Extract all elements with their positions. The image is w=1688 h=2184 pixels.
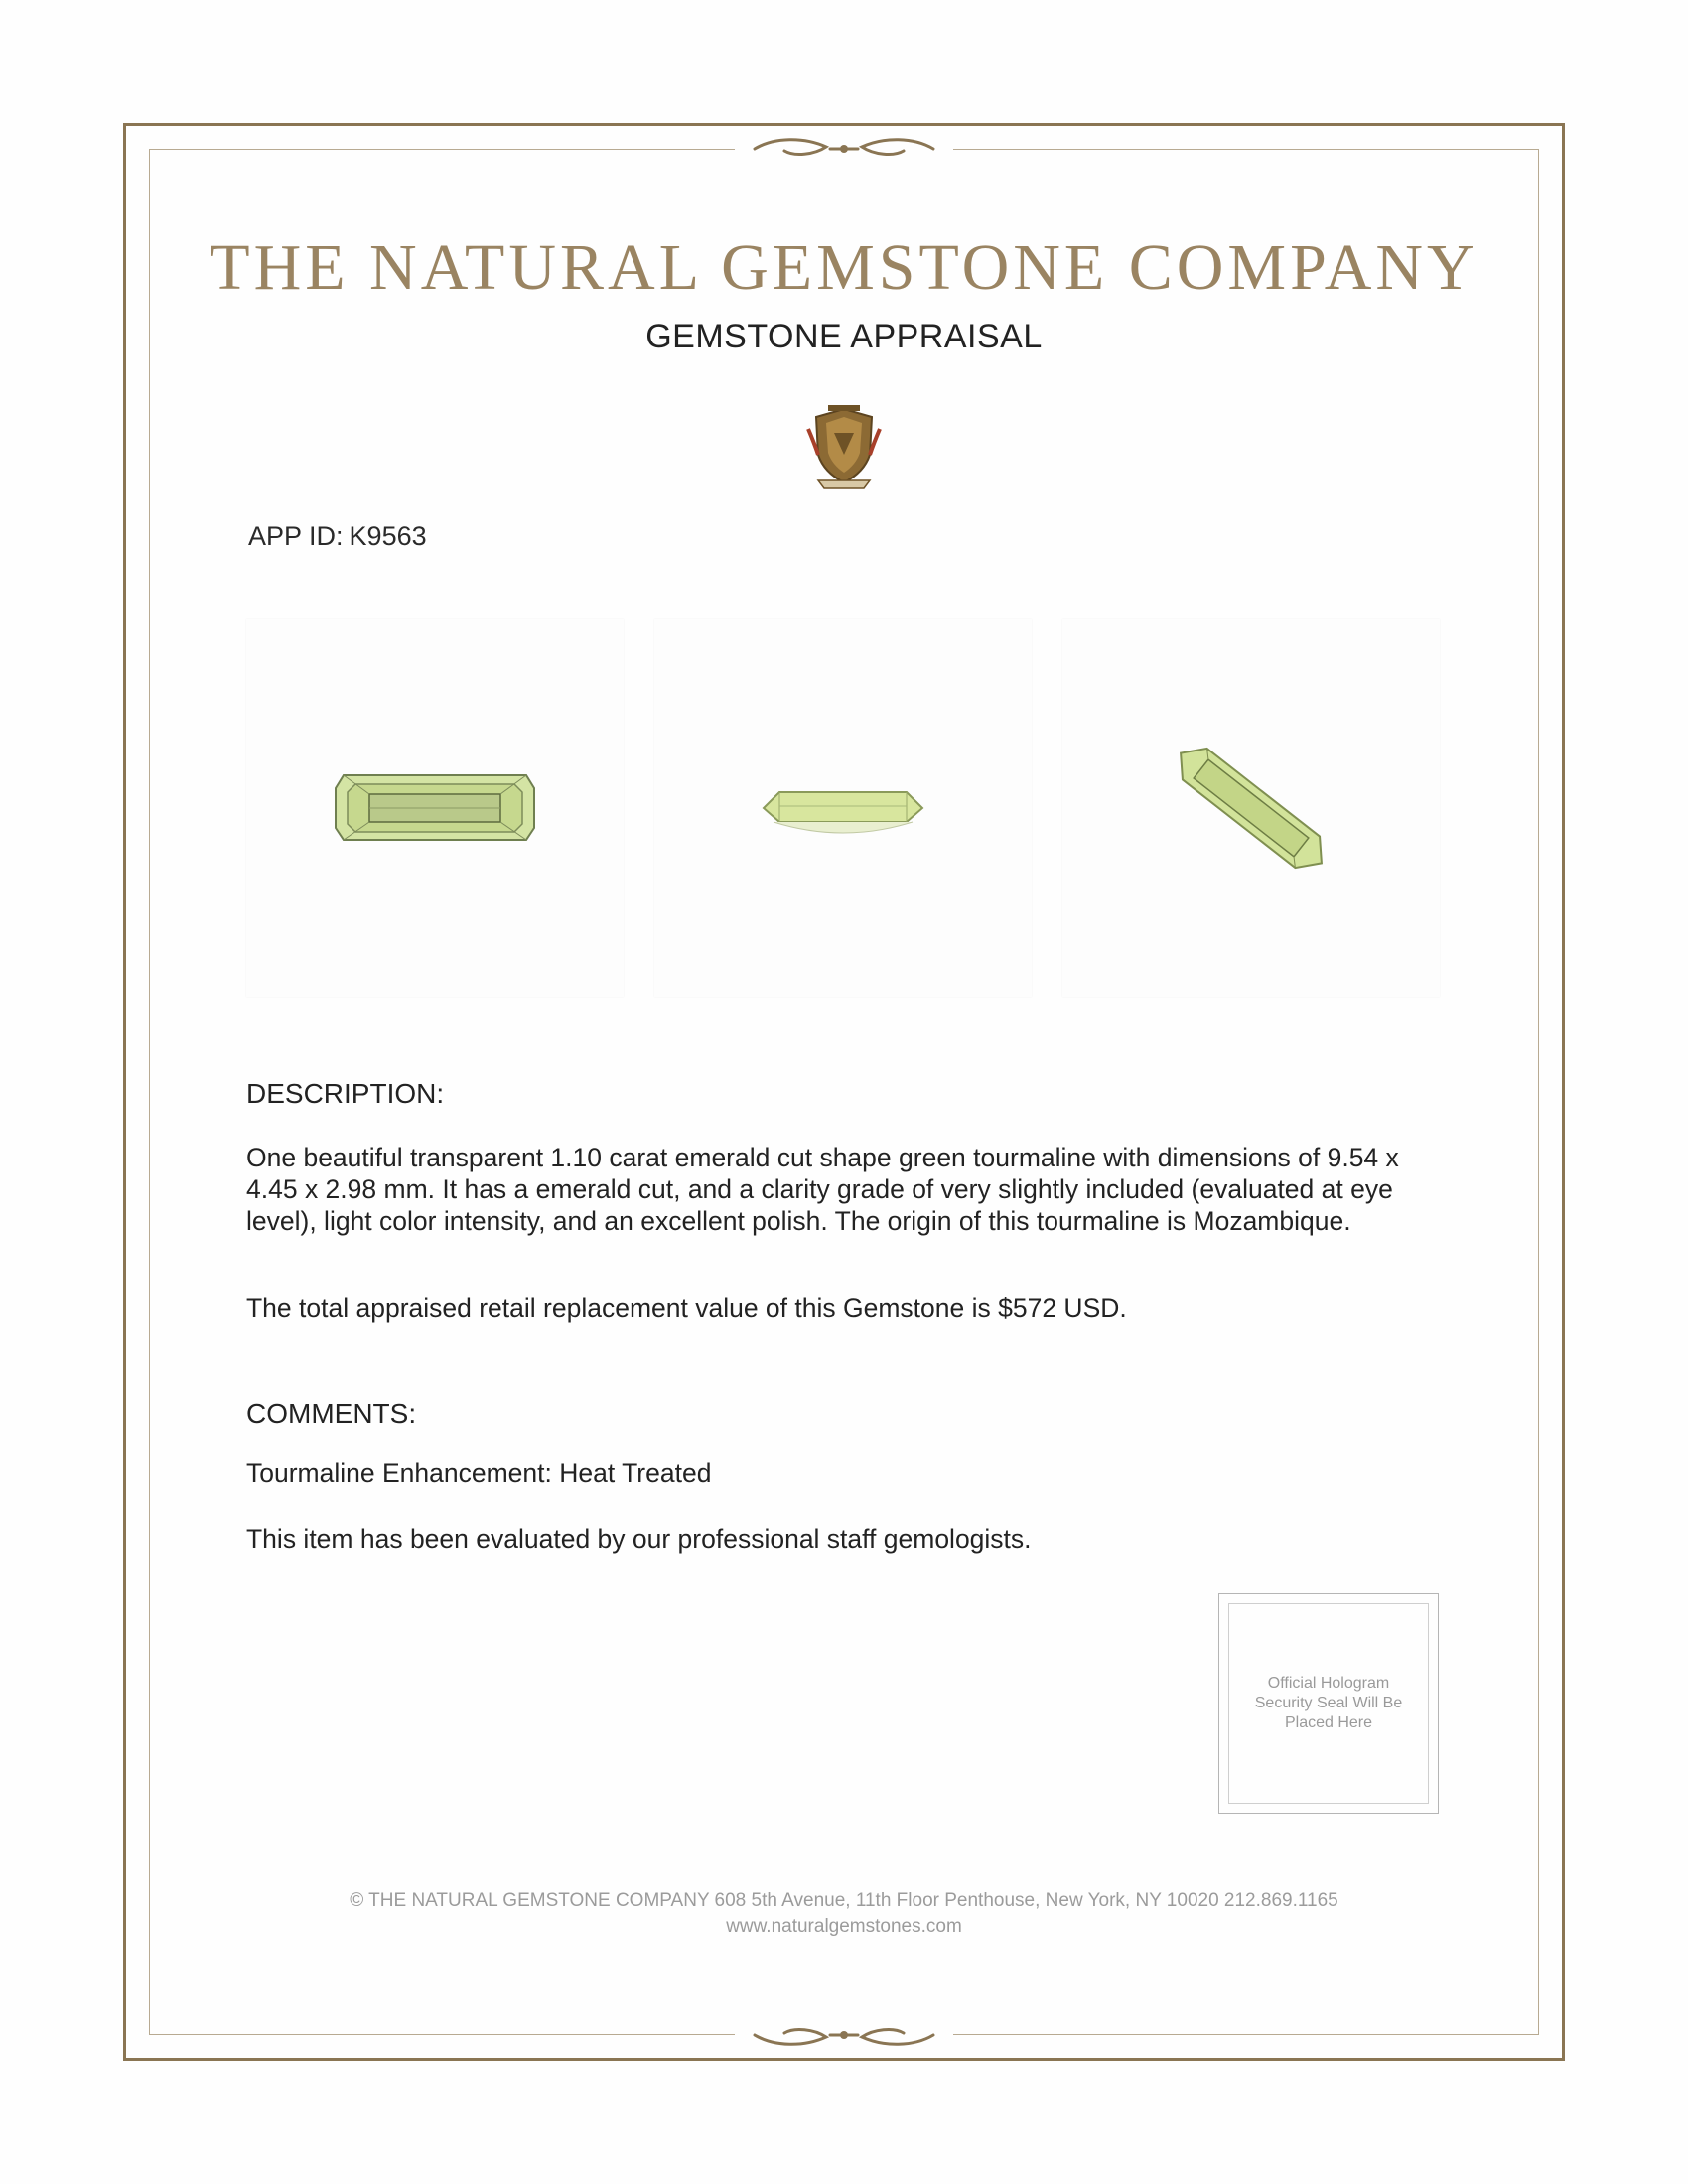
hologram-seal-inner <box>1228 1603 1429 1804</box>
company-name: THE NATURAL GEMSTONE COMPANY <box>210 231 1478 304</box>
evaluation-text: This item has been evaluated by our professional staff gemologists. <box>246 1524 1032 1554</box>
footer-website: www.naturalgemstones.com <box>726 1916 962 1937</box>
gem-photo-angled <box>1062 619 1440 997</box>
appraised-value-text: The total appraised retail replacement value of this Gemstone is $572 USD. <box>246 1294 1127 1323</box>
hologram-seal-text: Official Hologram Security Seal Will Be Placed Here <box>1254 1675 1403 1731</box>
gem-photo-side <box>654 619 1032 997</box>
flourish-ornament-icon <box>735 2015 953 2055</box>
flourish-ornament-icon <box>735 129 953 169</box>
footer-address: © THE NATURAL GEMSTONE COMPANY 608 5th Avenue, 11th Floor Penthouse, New York, NY 10020 212.869.1165 <box>350 1890 1338 1911</box>
app-id <box>248 521 427 552</box>
enhancement-text: Tourmaline Enhancement: Heat Treated <box>246 1458 712 1488</box>
description-heading: DESCRIPTION: <box>246 1078 445 1109</box>
gem-photo-top <box>246 619 624 997</box>
document-title: GEMSTONE APPRAISAL <box>645 318 1043 355</box>
description-text: One beautiful transparent 1.10 carat emerald cut shape green tourmaline with dimensions of 9.54 x 4.45 x 2.98 mm. It has a emerald cut, and a clarity grade of very slightly included (evaluated at eye level), light color intensity, and an excellent polish. The origin of this tourmaline is Mozambique. <box>246 1143 1399 1236</box>
app-id-label: APP ID: <box>248 521 344 551</box>
comments-heading: COMMENTS: <box>246 1398 417 1429</box>
app-id-value: K9563 <box>349 521 427 551</box>
crest-logo-icon <box>804 403 884 492</box>
